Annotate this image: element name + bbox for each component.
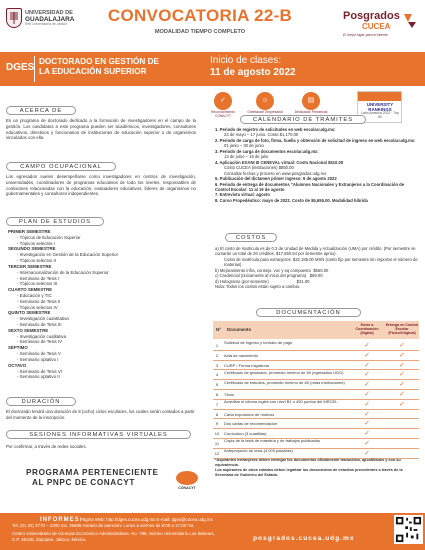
footer-address-2: C.P. 45100, Zapopan, Jalisco, México. xyxy=(12,537,87,542)
row-document: CURP / Forma migratoria xyxy=(224,362,270,368)
cost-item: c) Credencial (únicamente al inicio del programa) $69.00 xyxy=(215,273,323,279)
course-item: - Tópicos selectos II xyxy=(17,258,56,264)
doc-table-header xyxy=(213,321,419,339)
badge-label: Reconocimiento CONACYT xyxy=(211,110,235,118)
cucea-tagline: El mejor lugar para el talento xyxy=(343,33,388,37)
row-document: Currículum (3 cuartillas) xyxy=(224,430,267,436)
semester-heading: CUARTO SEMESTRE xyxy=(8,287,53,293)
row-number: 9 xyxy=(215,421,219,427)
semester-heading: TERCER SEMESTRE xyxy=(8,263,52,269)
calendar-item: Consultar fechas y proceso en www.posgrados.udg.mx xyxy=(224,170,327,176)
book-badge-icon: ▤ xyxy=(302,92,320,110)
calendar-item: 2. Periodo de carga de foto, firma, huella y obtención de solicitud de ingreso en web escolar.udg.mx: xyxy=(215,137,416,143)
banner-divider xyxy=(34,56,35,82)
row-number: 8 xyxy=(215,411,219,417)
pnpc-label: PROGRAMA PERTENECIENTE AL PNPC DE CONACYT xyxy=(26,468,159,488)
duracion-text: El doctorado tendrá una duración de 8 (ocho) ciclos escolares, los cuales serán contados a partir del momento de la inscripción. xyxy=(6,409,195,420)
campo-heading: CAMPO OCUPACIONAL xyxy=(6,162,116,171)
course-item: - Seminario de Tesis III xyxy=(17,322,62,327)
doc-table-body xyxy=(213,341,419,459)
footer-contact[interactable]: Página Web: http://dges.cucea.udg.mx E-mail: dges@cucea.udg.mx xyxy=(80,517,213,522)
row-document: Título xyxy=(224,392,235,398)
table-row xyxy=(213,439,419,449)
row-document: Certificado de graduado, promedio mínimo de 80 (egresados UDG) xyxy=(224,370,344,375)
row-document: Certificado de estudios, promedio mínimo de 80 (otras instituciones) xyxy=(224,380,345,385)
row-document: Carta exposición de motivos xyxy=(224,411,275,417)
users-badge-icon: ☺ xyxy=(256,92,274,110)
conacyt-badge-icon: ✓ xyxy=(214,92,232,110)
row-number: 10 xyxy=(214,430,220,436)
sesiones-text: Por confirmar, a través de redes sociales. xyxy=(6,444,87,449)
sesiones-heading: SESIONES INFORMATIVAS VIRTUALES xyxy=(6,430,191,439)
cost-item: Nota: Todos los costos están sujeto a cambio. xyxy=(215,284,301,290)
course-item: - Investigación en Gestión de la Educación Superior xyxy=(17,252,119,258)
footer-phone: Tel. (01 33) 3770 – 3300 ext. 25686 Horario de atención: Lunes a viernes de 9:00 a 17:00 hrs. xyxy=(12,523,195,528)
plan-heading: PLAN DE ESTUDIOS xyxy=(6,217,104,226)
check-icon: ✓ xyxy=(364,439,370,447)
row-document: Solicitud de ingreso y formato de pago xyxy=(224,341,293,346)
udg-shield-icon xyxy=(6,8,22,28)
calendario-list xyxy=(215,127,418,203)
calendar-item: 4. Aplicación EXANI III CENEVAL virtual: Costo Nacional $510.00 xyxy=(215,159,344,165)
row-document: Anteproyecto de tesis (4,000 palabras) xyxy=(224,448,293,453)
table-row xyxy=(213,370,419,380)
check-icon: ✓ xyxy=(399,400,405,408)
table-row xyxy=(213,419,419,429)
check-icon: ✓ xyxy=(364,420,370,428)
plan-list xyxy=(8,229,198,380)
course-item: - Internacionalización de la Educación Superior xyxy=(17,269,109,275)
table-row xyxy=(213,400,419,410)
col-no: Nº xyxy=(216,327,221,332)
semester-heading: QUINTO SEMESTRE xyxy=(8,310,51,316)
check-icon: ✓ xyxy=(399,381,405,389)
campo-text: Los egresados suelen desempeñarse como investigadores en centros de investigación, universidades, coordinadores de programas educativos de todo los niveles, responsables de comisiones relacionadas con la educación, evaluadores educativos, líderes de organismos no gubernamentales y consultores independientes. xyxy=(6,174,196,197)
university-name: UNIVERSIDAD DE GUADALAJARA Red Universitaria de Jalisco xyxy=(25,10,75,27)
page-title: CONVOCATORIA 22-B xyxy=(107,6,293,25)
footer-label: INFORMES: xyxy=(40,517,83,523)
badge-label: Orientación Empresarial xyxy=(247,110,283,114)
check-icon: ✓ xyxy=(399,371,405,379)
costos-heading: COSTOS xyxy=(225,233,277,242)
check-icon: ✓ xyxy=(399,342,405,349)
row-number: 7 xyxy=(215,401,219,407)
check-icon: ✓ xyxy=(364,352,370,359)
cost-item: b) Mejoramiento infra, consejo, voc y eq compuesto $550.00 xyxy=(215,267,329,273)
ranking-sub: Latin America 2022 · Top 50 xyxy=(361,111,399,119)
modality-subtitle: MODALIDAD TIEMPO COMPLETO xyxy=(154,29,246,35)
check-icon: ✓ xyxy=(399,361,405,369)
calendar-item: 23 de mayo – 17 junio. Costo $1,170.00 xyxy=(224,132,299,138)
acerca-text: Es un programa de doctorado dedicado a la formación de investigadores en el campo de la gestión. Los candidatos a este programa pueden ser académicos, investigadores, consultores educativos, directivos y funcionarios de instituciones de educación superior o de organismos vinculados con ella. xyxy=(6,118,196,141)
row-number: 1 xyxy=(215,343,219,348)
calendar-item: 6. Periodo de entrega de documentos "Alumnos Nacionales y Extranjeros a la Coordinación de Control Escolar: 11 al 19 de agosto xyxy=(215,181,405,192)
semester-heading: PRIMER SEMESTRE xyxy=(8,229,51,234)
costos-list xyxy=(215,246,418,290)
cucea-label: CUCEA xyxy=(362,22,391,31)
check-icon: ✓ xyxy=(364,429,370,437)
row-document: Acreditar el idioma inglés con nivel B1 o 450 puntos del MRCEL xyxy=(224,399,338,405)
footer-address: Centro Universitario de Ciencias Económico Administrativas. No. 799, Núcleo Universitario Los Belenes, xyxy=(12,531,215,536)
check-icon: ✓ xyxy=(364,371,370,379)
cucea-logo-icon xyxy=(390,12,420,30)
row-number: 4 xyxy=(215,372,219,378)
row-number: 5 xyxy=(215,382,219,388)
cost-item: Costo de matrícula para extranjeros: $32,185.00 MXN (costo fijo por semestre sin importar el número de materias) xyxy=(224,256,419,268)
ranking-heading: UNIVERSITY RANKINGS xyxy=(366,102,394,112)
row-document: Copia de la tesis de maestría y de trabajos publicados xyxy=(224,438,321,443)
row-number: 12 xyxy=(214,450,220,456)
check-icon: ✓ xyxy=(399,352,405,359)
row-number: 6 xyxy=(215,392,219,398)
row-number: 11 xyxy=(214,440,220,446)
acerca-heading: ACERCA DE xyxy=(6,106,76,115)
start-label: Inicio de clases: xyxy=(210,55,282,66)
course-item: - Seminario de Tesis II xyxy=(17,298,61,304)
cost-item: d) Hologramo (por semestre) $31.00 xyxy=(215,278,310,284)
row-number: 2 xyxy=(215,353,219,358)
row-number: 3 xyxy=(215,362,219,368)
col-entrega: Entrega en Control Escolar (Físico/Original) xyxy=(385,323,419,336)
check-icon: ✓ xyxy=(364,342,370,349)
calendar-item: 7. Entrevista virtual: agosto xyxy=(215,192,270,198)
table-row xyxy=(213,361,419,371)
check-icon: ✓ xyxy=(364,361,370,369)
calendar-item: 1. Periodo de registro de solicitudes en web escolar.udg.mx: xyxy=(215,127,336,132)
banner-logos-icon xyxy=(305,52,425,86)
course-item: - Investigación cuantitativa xyxy=(17,316,69,322)
calendar-item: 3. Periodo de carga de documentos escolar.udg.mx: xyxy=(215,148,319,154)
posgrados-label: Posgrados xyxy=(343,10,400,22)
check-icon: ✓ xyxy=(364,449,370,457)
calendar-item: Costo CUCEA (instituciones) $850.00 xyxy=(224,165,294,171)
program-name: DOCTORADO EN GESTIÓN DE LA EDUCACIÓN SUPERIOR xyxy=(39,57,159,76)
dges-label: DGES xyxy=(6,62,35,73)
calendar-item: 5. Publicación del dictamen primer ingreso: 6 de agosto 2022 xyxy=(215,176,337,182)
course-item: - Seminario de Tesis IV xyxy=(17,339,63,345)
row-document: Dos cartas de recomendación xyxy=(224,421,278,427)
table-row xyxy=(213,341,419,351)
qr-code-icon[interactable] xyxy=(394,515,423,544)
course-item: - Tópicos de Educación Superior xyxy=(17,234,81,240)
course-item: - Seminario de Tesis VI xyxy=(17,368,63,374)
course-item: - Tópicos selectos IV xyxy=(17,304,58,310)
semester-heading: SEXTO SEMESTRE xyxy=(8,327,49,333)
col-envio: Envío a Coordinación (Digital) xyxy=(355,323,379,336)
calendar-item: 8. Curso Propedéutico: mayo de 2022. Costo de $5,655.00. Modalidad híbrida xyxy=(215,197,368,203)
calendar-item: 01 junio – 30 de junio xyxy=(224,143,264,149)
check-icon: ✓ xyxy=(364,410,370,418)
start-date: 11 de agosto 2022 xyxy=(210,67,296,78)
cost-item: a) El costo de matrícula es de 0.3 de Unidad de Medida y Actualización (UMA) por crédito. (Por semestre se cursarán un total de 20 créditos, $17,550.54 por semestre aprox). xyxy=(215,246,417,257)
semester-heading: OCTAVO xyxy=(8,362,27,368)
semester-heading: SEGUNDO SEMESTRE xyxy=(8,246,56,252)
table-row xyxy=(213,380,419,390)
semester-heading: SÉPTIMO xyxy=(8,345,28,351)
course-item: - Seminario de Tesis V xyxy=(17,351,61,357)
course-item: - Tópicos selectos I xyxy=(17,240,55,246)
documentacion-heading: DOCUMENTACIÓN xyxy=(256,308,361,317)
footer-web[interactable]: posgrados.cucea.udg.mx xyxy=(253,535,355,542)
course-item: - Tópicos selectos III xyxy=(17,281,58,287)
table-row xyxy=(213,429,419,439)
doc-notes: *Aspirantes extranjeros deben entregar los documentos oficialmente traducidos, apostillados y con su equivalencia. Los aspirantes de otros estados deben legalizar los documentos de estudios precedentes a través de la Secretaría de Gobierno del Estado. xyxy=(215,458,403,477)
check-icon: ✓ xyxy=(364,381,370,389)
calendario-heading: CALENDARIO DE TRÁMITES xyxy=(240,115,366,124)
course-item: - Seminario optativo I xyxy=(17,356,59,362)
table-row xyxy=(213,390,419,400)
check-icon: ✓ xyxy=(364,391,370,399)
row-document: Acta de nacimiento xyxy=(224,353,259,358)
calendar-item: 13 de junio – 15 de julio xyxy=(224,154,269,160)
course-item: - Educación y TIC xyxy=(17,292,52,298)
table-row xyxy=(213,410,419,420)
course-item: - Seminario de Tesis I xyxy=(17,275,60,281)
course-item: - Seminario optativo II xyxy=(17,374,60,380)
badge-label: Dedicación Presencial xyxy=(294,110,328,114)
course-item: - Investigación cualitativa xyxy=(17,333,67,339)
check-icon: ✓ xyxy=(399,391,405,399)
duracion-heading: DURACIÓN xyxy=(6,397,76,406)
table-row xyxy=(213,351,419,361)
conacyt-logo-icon xyxy=(176,471,198,485)
col-doc: Documento xyxy=(227,327,252,332)
check-icon: ✓ xyxy=(364,400,370,408)
conacyt-logo-text: CONACYT xyxy=(178,486,196,490)
